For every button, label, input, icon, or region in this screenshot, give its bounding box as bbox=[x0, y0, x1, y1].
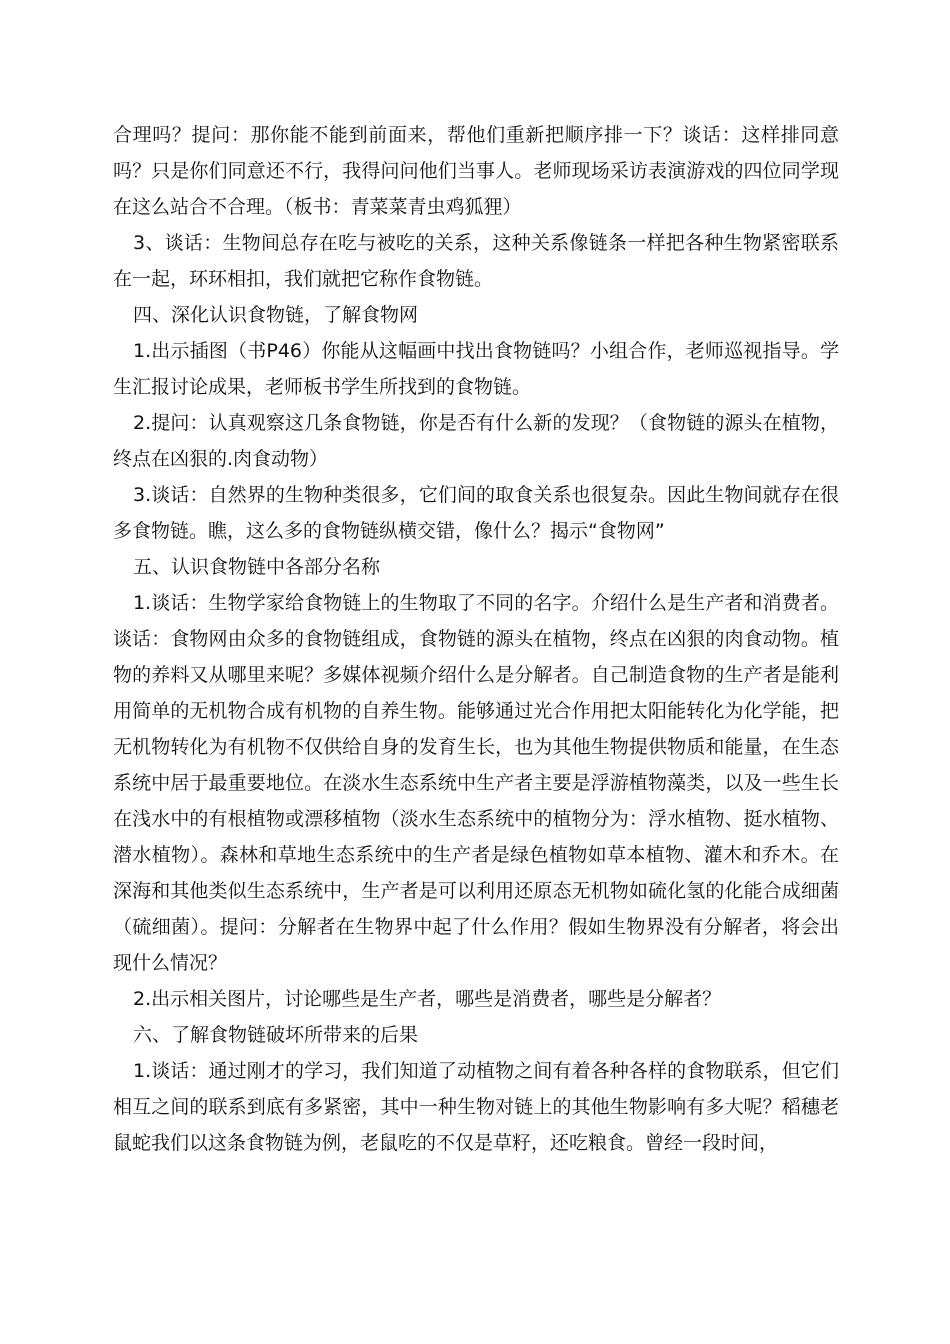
paragraph-discuss-pictures: 2.出示相关图片，讨论哪些是生产者，哪些是消费者，哪些是分解者？ bbox=[133, 988, 722, 1010]
section-heading-chain-parts: 五、认识食物链中各部分名称 bbox=[133, 556, 381, 578]
paragraph-producers-consumers: 1.谈话：生物学家给食物链上的生物取了不同的名字。介绍什么是生产者和消费者。谈话：食物网由众多的食物链组成，食物链的源头在植物，终点在凶狠的肉食动物。植物的养料又从哪里来呢？多媒体视频介绍什么是分解者。自己制造食物的生产者是能利用简单的无机物合成有机物的自养生物。能够通过光合作用把太阳能转化为化学能，把无机物转化为有机物不仅供给自身的发育生长，也为其他生物提供物质和能量，在生态系统中居于最重要地位。在淡水生态系统中生产者主要是浮游植物藻类，以及一些生长在浅水中的有根植物或漂移植物（淡水生态系统中的植物分为：浮水植物、挺水植物、潜水植物）。森林和草地生态系统中的生产者是绿色植物如草本植物、灌木和乔木。在深海和其他类似生态系统中，生产者是可以利用还原态无机物如硫化氢的化能合成细菌（硫细菌）。提问：分解者在生物界中起了什么作用？假如生物界没有分解者，将会出现什么情况？ bbox=[113, 592, 839, 974]
document-page bbox=[113, 117, 839, 1161]
section-heading-chain-damage: 六、了解食物链破坏所带来的后果 bbox=[133, 1024, 419, 1046]
paragraph-chain-damage-talk: 1.谈话：通过刚才的学习，我们知道了动植物之间有着各种各样的食物联系，但它们相互之间的联系到底有多紧密，其中一种生物对链上的其他生物影响有多大呢？稻穗老鼠蛇我们以这条食物链为例，老鼠吃的不仅是草籽，还吃粮食。曾经一段时间， bbox=[113, 1060, 839, 1154]
section-heading-food-web: 四、深化认识食物链，了解食物网 bbox=[133, 304, 419, 326]
paragraph-find-food-chains: 1.出示插图（书P46）你能从这幅画中找出食物链吗？小组合作，老师巡视指导。学生汇报讨论成果，老师板书学生所找到的食物链。 bbox=[113, 340, 839, 398]
paragraph-food-chain-definition: 3、谈话：生物间总存在吃与被吃的关系，这种关系像链条一样把各种生物紧密联系在一起，环环相扣，我们就把它称作食物链。 bbox=[113, 232, 839, 290]
paragraph-food-web-reveal: 3.谈话：自然界的生物种类很多，它们间的取食关系也很复杂。因此生物间就存在很多食物链。瞧，这么多的食物链纵横交错，像什么？揭示“食物网” bbox=[113, 484, 839, 542]
paragraph-continuation: 合理吗？提问：那你能不能到前面来，帮他们重新把顺序排一下？谈话：这样排同意吗？只是你们同意还不行，我得问问他们当事人。老师现场采访表演游戏的四位同学现在这么站合不合理。（板书：青菜菜青虫鸡狐狸） bbox=[113, 124, 839, 218]
paragraph-observe-food-chains: 2.提问：认真观察这几条食物链，你是否有什么新的发现？（食物链的源头在植物，终点在凶狠的.肉食动物） bbox=[113, 412, 839, 470]
